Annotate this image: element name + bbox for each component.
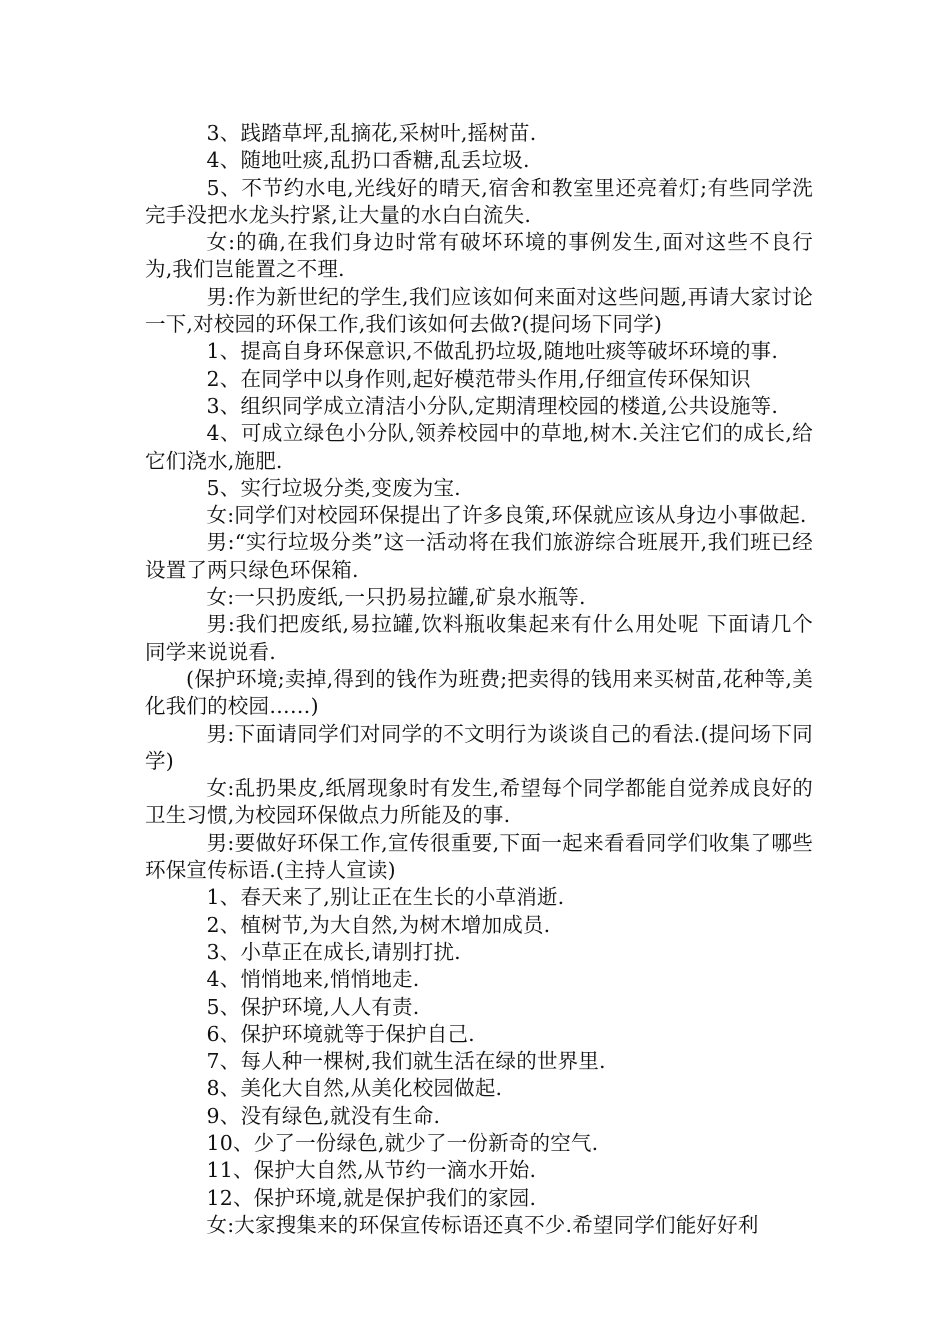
document-body xyxy=(145,120,813,1239)
paragraph: 11、保护大自然,从节约一滴水开始. xyxy=(206,1158,537,1183)
paragraph: 4、可成立绿色小分队,领养校园中的草地,树木.关注它们的成长,给它们浇水,施肥. xyxy=(145,421,813,473)
paragraph: 男:作为新世纪的学生,我们应该如何来面对这些问题,再请大家讨论一下,对校园的环保工作,我们该如何去做?(提问场下同学) xyxy=(145,284,813,337)
paragraph: 8、美化大自然,从美化校园做起. xyxy=(206,1076,503,1101)
paragraph: 3、组织同学成立清洁小分队,定期清理校园的楼道,公共设施等. xyxy=(206,393,779,418)
paragraph: 9、没有绿色,就没有生命. xyxy=(206,1103,441,1128)
paragraph: 5、保护环境,人人有责. xyxy=(206,994,420,1019)
paragraph: 男:下面请同学们对同学的不文明行为谈谈自己的看法.(提问场下同学) xyxy=(145,721,813,773)
paragraph: 男:要做好环保工作,宣传很重要,下面一起来看看同学们收集了哪些环保宣传标语.(主持人宣读) xyxy=(145,830,813,883)
paragraph: 3、践踏草坪,乱摘花,采树叶,摇树苗. xyxy=(206,121,537,145)
paragraph: 1、春天来了,别让正在生长的小草消逝. xyxy=(206,885,565,910)
paragraph: 女:大家搜集来的环保宣传标语还真不少.希望同学们能好好利 xyxy=(206,1212,759,1237)
paragraph: 2、在同学中以身作则,起好模范带头作用,仔细宣传环保知识 xyxy=(206,366,751,391)
paragraph: 1、提高自身环保意识,不做乱扔垃圾,随地吐痰等破坏环境的事. xyxy=(206,339,779,364)
paragraph: 7、每人种一棵树,我们就生活在绿的世界里. xyxy=(206,1049,606,1074)
paragraph: 5、不节约水电,光线好的晴天,宿舍和教室里还亮着灯;有些同学洗完手没把水龙头拧紧,让大量的水白白流失. xyxy=(145,175,813,227)
paragraph: 女:同学们对校园环保提出了许多良策,环保就应该从身边小事做起. xyxy=(206,503,807,528)
paragraph: 女:的确,在我们身边时常有破坏环境的事例发生,面对这些不良行为,我们岂能置之不理. xyxy=(145,230,813,282)
paragraph: 男:我们把废纸,易拉罐,饮料瓶收集起来有什么用处呢 下面请几个同学来说说看. xyxy=(145,612,813,664)
paragraph: 6、保护环境就等于保护自己. xyxy=(206,1021,475,1046)
paragraph: 3、小草正在成长,请别打扰. xyxy=(206,939,461,964)
paragraph: 4、随地吐痰,乱扔口香糖,乱丢垃圾. xyxy=(206,148,530,173)
paragraph: 12、保护环境,就是保护我们的家园. xyxy=(206,1185,537,1210)
paragraph: 2、植树节,为大自然,为树木增加成员. xyxy=(206,912,551,937)
paragraph: 4、悄悄地来,悄悄地走. xyxy=(206,967,420,992)
paragraph: (保护环境;卖掉,得到的钱作为班费;把卖得的钱用来买树苗,花种等,美化我们的校园……) xyxy=(145,666,813,719)
paragraph: 10、少了一份绿色,就少了一份新奇的空气. xyxy=(206,1130,599,1155)
paragraph: 男:“实行垃圾分类”这一活动将在我们旅游综合班展开,我们班已经设置了两只绿色环保箱. xyxy=(145,530,813,582)
paragraph: 5、实行垃圾分类,变废为宝. xyxy=(206,475,461,500)
paragraph: 女:乱扔果皮,纸屑现象时有发生,希望每个同学都能自觉养成良好的卫生习惯,为校园环保做点力所能及的事. xyxy=(145,776,813,828)
paragraph: 女:一只扔废纸,一只扔易拉罐,矿泉水瓶等. xyxy=(206,585,586,610)
